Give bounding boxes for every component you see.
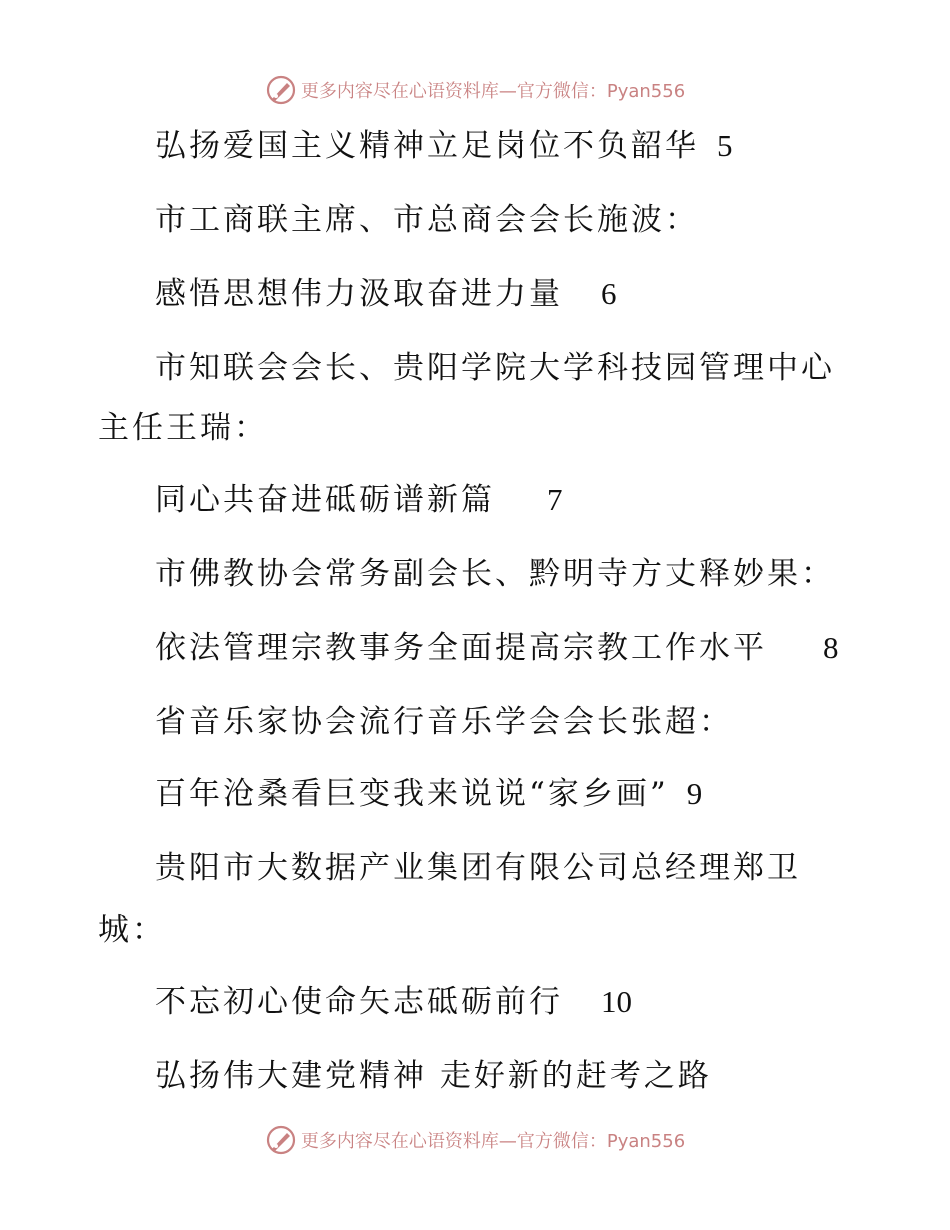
watermark-text: 更多内容尽在心语资料库—官方微信：Pyan556	[300, 81, 686, 102]
watermark-header	[0, 70, 950, 110]
toc-title: 同心共奋进砥砺谱新篇	[155, 482, 495, 518]
toc-entry	[98, 910, 166, 950]
toc-title: 城：	[98, 912, 166, 948]
toc-page-number: 5	[717, 128, 733, 163]
toc-page-number: 8	[823, 630, 839, 665]
toc-page-number: 10	[601, 984, 632, 1019]
toc-title: 依法管理宗教事务全面提高宗教工作水平	[155, 630, 767, 666]
toc-entry	[155, 480, 563, 520]
pen-logo-icon	[265, 74, 297, 106]
toc-title: 百年沧桑看巨变我来说说“家乡画”	[155, 776, 669, 812]
toc-entry	[155, 348, 835, 388]
toc-title: 主任王瑞：	[98, 410, 268, 446]
toc-title: 市知联会会长、贵阳学院大学科技园管理中心	[155, 350, 835, 386]
toc-entry	[155, 702, 733, 742]
toc-title: 弘扬伟大建党精神 走好新的赶考之路	[155, 1058, 712, 1094]
toc-entry	[155, 554, 835, 594]
toc-entry	[155, 1056, 712, 1096]
toc-entry	[155, 982, 632, 1022]
toc-title: 不忘初心使命矢志砥砺前行	[155, 984, 563, 1020]
toc-title: 市工商联主席、市总商会会长施波：	[155, 202, 699, 238]
toc-title: 省音乐家协会流行音乐学会会长张超：	[155, 704, 733, 740]
toc-entry	[155, 628, 839, 668]
watermark-footer	[0, 1120, 950, 1160]
toc-entry	[155, 126, 733, 166]
toc-entry	[98, 408, 268, 448]
toc-page-number: 6	[601, 276, 617, 311]
toc-title: 弘扬爱国主义精神立足岗位不负韶华	[155, 128, 699, 164]
watermark-text: 更多内容尽在心语资料库—官方微信：Pyan556	[300, 1131, 686, 1152]
toc-entry	[155, 848, 801, 888]
pen-logo-icon	[265, 1124, 297, 1156]
toc-title: 贵阳市大数据产业集团有限公司总经理郑卫	[155, 850, 801, 886]
toc-page-number: 9	[686, 776, 703, 811]
toc-title: 市佛教协会常务副会长、黔明寺方丈释妙果：	[155, 556, 835, 592]
toc-entry	[155, 774, 702, 814]
toc-page-number: 7	[547, 482, 563, 517]
toc-entry	[155, 274, 617, 314]
toc-entry	[155, 200, 699, 240]
toc-title: 感悟思想伟力汲取奋进力量	[155, 276, 563, 312]
